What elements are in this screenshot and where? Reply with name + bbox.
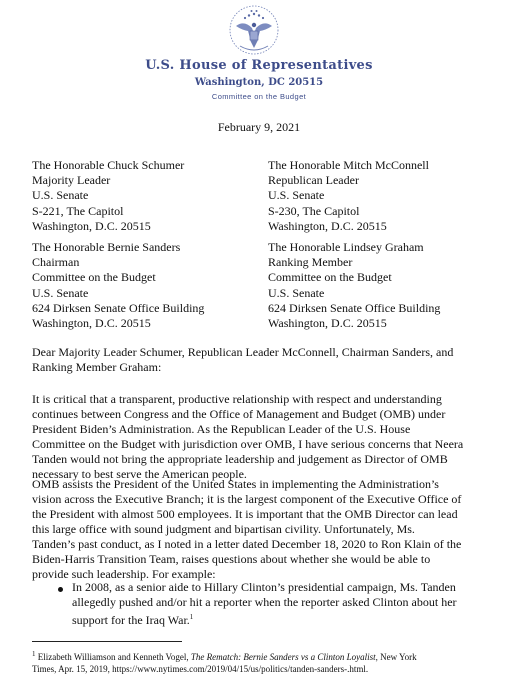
addressee-line: The Honorable Mitch McConnell (268, 158, 429, 172)
addressee-line: Republican Leader (268, 173, 359, 188)
salutation-line: Dear Majority Leader Schumer, Republican Leader McConnell, Chairman Sanders, and (32, 345, 454, 359)
paragraph-line: vision across the Executive Branch; it is the largest component of the Executive Office of (32, 492, 462, 506)
addressee-sanders (32, 240, 204, 331)
paragraph-line: necessary to best serve the American people. (32, 467, 247, 481)
paragraph-line: the President with almost 500 employees. It is important that the OMB Director can lead (32, 507, 458, 521)
footnote (32, 648, 502, 675)
footnote-line[interactable]: Times, Apr. 15, 2019, https://www.nytimes.com/2019/04/15/us/politics/tanden-sanders-.html. (32, 664, 369, 674)
footnote-authors: Elizabeth Williamson and Kenneth Vogel, (37, 652, 191, 662)
addressee-line: 624 Dirksen Senate Office Building (32, 300, 205, 315)
letterhead-house: U.S. House of Representatives (145, 58, 373, 73)
letter-date: February 9, 2021 (217, 120, 301, 134)
salutation (32, 345, 502, 375)
paragraph-2 (32, 477, 502, 582)
footnote-number: 1 (32, 650, 36, 658)
house-seal-logo (228, 4, 280, 56)
paragraph-line: provide such leadership. For example: (32, 567, 216, 581)
bullet-icon (58, 587, 63, 592)
addressee-schumer (32, 158, 184, 234)
bullet-line: allegedly pushed and/or hit a reporter when the reporter asked Clinton about her (72, 595, 457, 609)
bullet-line-text: support for the Iraq War. (72, 613, 190, 627)
paragraph-line: Tanden would not bring the appropriate leadership and judgement as Director of OMB (32, 452, 448, 466)
addressee-line: Ranking Member (268, 255, 353, 270)
addressee-line: The Honorable Bernie Sanders (32, 240, 181, 254)
bullet-item-1 (72, 580, 502, 628)
addressee-line: Majority Leader (32, 173, 111, 188)
addressee-line: S-221, The Capitol (32, 203, 124, 218)
salutation-line: Ranking Member Graham: (32, 360, 162, 374)
paragraph-1 (32, 392, 502, 482)
addressee-line: Committee on the Budget (268, 270, 392, 285)
addressee-line: Committee on the Budget (32, 270, 156, 285)
addressee-line: Washington, D.C. 20515 (32, 218, 151, 233)
paragraph-line: this large office with sound judgment and bipartisan civility. Unfortunately, Ms. (32, 522, 415, 536)
paragraph-line: Tanden’s past conduct, as I noted in a letter dated December 18, 2020 to Ron Klain of the (32, 537, 462, 551)
addressee-line: S-230, The Capitol (268, 203, 360, 218)
addressee-line: U.S. Senate (268, 188, 325, 203)
paragraph-line: Committee on the Budget with jurisdiction over OMB, I have serious concerns that Neera (32, 437, 464, 451)
paragraph-line: OMB assists the President of the United States in implementing the Administration’s (32, 477, 439, 491)
addressee-line: Washington, D.C. 20515 (268, 316, 387, 331)
addressee-line: 624 Dirksen Senate Office Building (268, 300, 441, 315)
footnote-marker[interactable]: 1 (189, 613, 194, 621)
addressee-line: U.S. Senate (32, 285, 89, 300)
addressee-line: The Honorable Lindsey Graham (268, 240, 424, 254)
footnote-divider (32, 641, 182, 642)
addressee-line: Washington, D.C. 20515 (268, 218, 387, 233)
bullet-line: In 2008, as a senior aide to Hillary Clinton’s presidential campaign, Ms. Tanden (72, 580, 456, 594)
paragraph-line: Biden-Harris Transition Team, raises questions about whether she would be able to (32, 552, 431, 566)
addressee-line: U.S. Senate (268, 285, 325, 300)
letterhead-city: Washington, DC 20515 (194, 77, 324, 88)
footnote-outlet: New York (377, 652, 417, 662)
paragraph-line: It is critical that a transparent, productive relationship with respect and understanding (32, 392, 442, 406)
paragraph-line: President Biden’s Administration. As the Republican Leader of the U.S. House (32, 422, 411, 436)
addressee-line: The Honorable Chuck Schumer (32, 158, 185, 172)
addressee-line: Washington, D.C. 20515 (32, 316, 151, 331)
addressee-graham (268, 240, 440, 331)
footnote-title: The Rematch: Bernie Sanders vs a Clinton Loyalist, (190, 652, 378, 662)
bullet-line (72, 610, 502, 628)
addressee-mcconnell (268, 158, 429, 234)
footnote-line (32, 648, 502, 663)
paragraph-line: continues between Congress and the Office of Management and Budget (OMB) under (32, 407, 446, 421)
addressee-line: U.S. Senate (32, 188, 89, 203)
letterhead-committee: Committee on the Budget (211, 92, 307, 101)
addressee-line: Chairman (32, 255, 80, 270)
